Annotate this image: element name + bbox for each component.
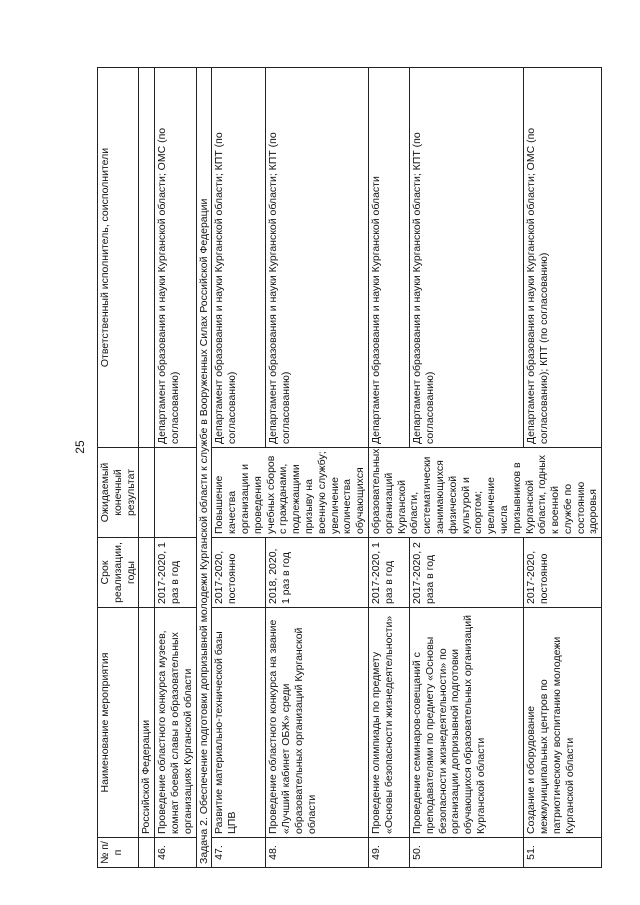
header-name: Наименование мероприятия (98, 608, 139, 838)
row-name: Проведение олимпиады по предмету «Основы безопасности жизнедеятельности» (368, 608, 409, 838)
row-period: 2017-2020, постоянно (524, 538, 602, 608)
row-result (155, 448, 196, 538)
row-period: 2017-2020, 1 раз в год (368, 538, 409, 608)
row-name: Проведение областного конкурса музеев, комнат боевой славы в образовательных организациях Курганской области (155, 608, 196, 838)
measures-table (97, 67, 602, 868)
result-part-1: образовательных организаций Курганской области, систематически занимающихся физической культурой и спортом; (369, 448, 485, 534)
task-row (196, 68, 212, 868)
row-executor: Департамент образования и науки Курганской области; ОМС (по согласованию); КПТ (по согласованию) (524, 68, 602, 448)
page-number: 25 (73, 440, 87, 454)
row-num: 51. (524, 838, 602, 868)
header-result: Ожидаемый конечный результат (98, 448, 139, 538)
header-num: № п/п (98, 838, 139, 868)
continued-text: Российской Федерации (139, 608, 155, 838)
row-executor: Департамент образования и науки Курганской области; КПТ (по согласованию) (212, 68, 266, 448)
row-executor: Департамент образования и науки Курганской области; КПТ (по согласованию) (409, 68, 524, 448)
task-2-heading: Задача 2. Обеспечение подготовки допризывной молодежи Курганской области к службе в Вооруженных Силах Российской Федерации (196, 68, 212, 868)
table-row (155, 68, 196, 868)
table-row (212, 68, 266, 868)
row-num: 49. (368, 838, 409, 868)
row-num: 48. (266, 838, 368, 868)
header-period: Срок реализации, годы (98, 538, 139, 608)
table-row (139, 68, 155, 868)
row-period: 2017-2020, постоянно (212, 538, 266, 608)
header-executor: Ответственный исполнитель, соисполнители (98, 68, 139, 448)
row-executor: Департамент образования и науки Курганской области (368, 68, 409, 448)
row-name: Проведение областного конкурса на звание «Лучший кабинет ОБЖ» среди образовательных организаций Курганской области (266, 608, 368, 838)
row-period: 2018, 2020, 1 раз в год (266, 538, 368, 608)
row-name: Развитие материально-технической базы ЦПВ (212, 608, 266, 838)
row-executor: Департамент образования и науки Курганской области; КПТ (по согласованию) (266, 68, 368, 448)
row-name: Создание и оборудование межмуниципальных центров по патриотическому воспитанию молодежи Курганской области (524, 608, 602, 838)
row-result: Повышение качества организации и проведения учебных сборов с гражданами, подлежащими призыву на военную службу; увеличение количества обучающихся (212, 448, 369, 538)
table-row (368, 68, 409, 868)
row-period: 2017-2020, 2 раза в год (409, 538, 524, 608)
rotated-table-container (97, 68, 609, 868)
row-result (368, 448, 601, 538)
row-name: Проведение семинаров-совещаний с преподавателями по предмету «Основы безопасности жизнедеятельности» по организации допризывной подготовки обучающихся образовательных организаций Курганской области (409, 608, 524, 838)
row-num: 46. (155, 838, 196, 868)
row-executor: Департамент образования и науки Курганской области; ОМС (по согласованию) (155, 68, 196, 448)
row-period: 2017-2020, 1 раз в год (155, 538, 196, 608)
result-part-2: увеличение числа призывников в Курганской области, годных к военной службе по состоянию здоровья (485, 454, 600, 534)
row-num: 47. (212, 838, 266, 868)
table-header-row (98, 68, 139, 868)
row-num: 50. (409, 838, 524, 868)
